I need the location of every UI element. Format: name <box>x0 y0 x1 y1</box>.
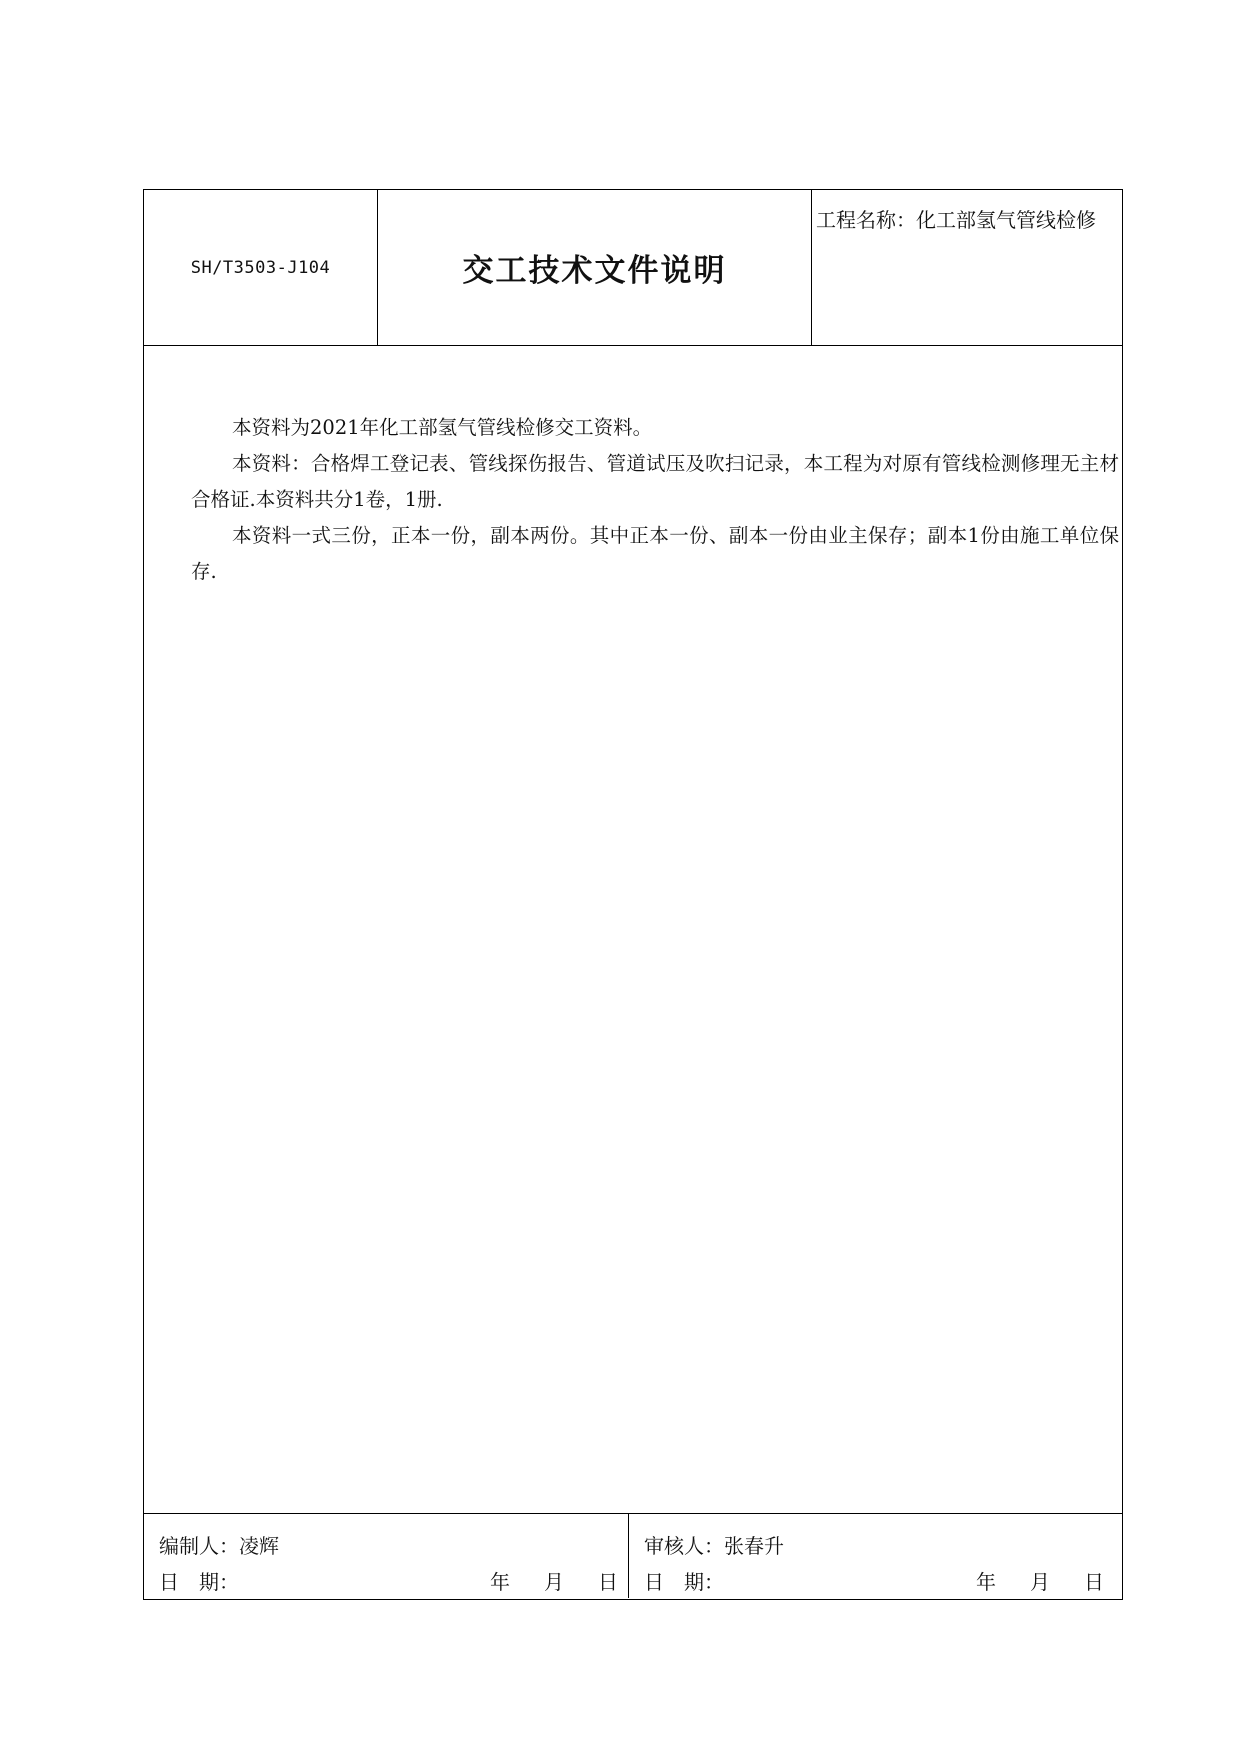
reviewer-line <box>644 1530 784 1559</box>
compiler-label: 编制人： <box>159 1534 239 1558</box>
reviewer-date-label: 日 期： <box>644 1570 724 1594</box>
compiler-date-label: 日 期： <box>159 1570 239 1594</box>
body-paragraph-1: 本资料为2021年化工部氢气管线检修交工资料。 <box>232 416 653 439</box>
document-code: SH/T3503-J104 <box>144 190 378 345</box>
compiler-date-year: 年 <box>490 1570 510 1594</box>
project-name-label: 工程名称： <box>816 208 916 232</box>
document-form <box>143 189 1123 1600</box>
compiler-line <box>159 1530 279 1559</box>
project-name-value: 化工部氢气管线检修 <box>916 208 1096 232</box>
reviewer-date-day: 日 <box>1084 1570 1104 1594</box>
document-body <box>144 346 1122 1514</box>
reviewer-date-fields <box>942 1566 1104 1595</box>
project-name-cell <box>812 190 1122 345</box>
reviewer-cell <box>629 1514 1122 1598</box>
reviewer-date-year: 年 <box>976 1570 996 1594</box>
reviewer-label: 审核人： <box>644 1534 724 1558</box>
body-paragraph-3: 本资料一式三份，正本一份，副本两份。其中正本一份、副本一份由业主保存；副本1份由施工单位保存. <box>191 524 1119 583</box>
compiler-cell <box>144 1514 629 1598</box>
compiler-date-fields <box>456 1566 618 1595</box>
reviewer-name: 张春升 <box>724 1534 784 1558</box>
compiler-date-day: 日 <box>598 1570 618 1594</box>
signature-row <box>144 1514 1122 1598</box>
compiler-date-month: 月 <box>544 1570 564 1594</box>
document-title: 交工技术文件说明 <box>378 190 812 345</box>
header-row <box>144 190 1122 346</box>
reviewer-date-month: 月 <box>1030 1570 1050 1594</box>
compiler-name: 凌辉 <box>239 1534 279 1558</box>
body-paragraph-2: 本资料：合格焊工登记表、管线探伤报告、管道试压及吹扫记录，本工程为对原有管线检测修理无主材合格证.本资料共分1卷，1册. <box>191 452 1119 511</box>
